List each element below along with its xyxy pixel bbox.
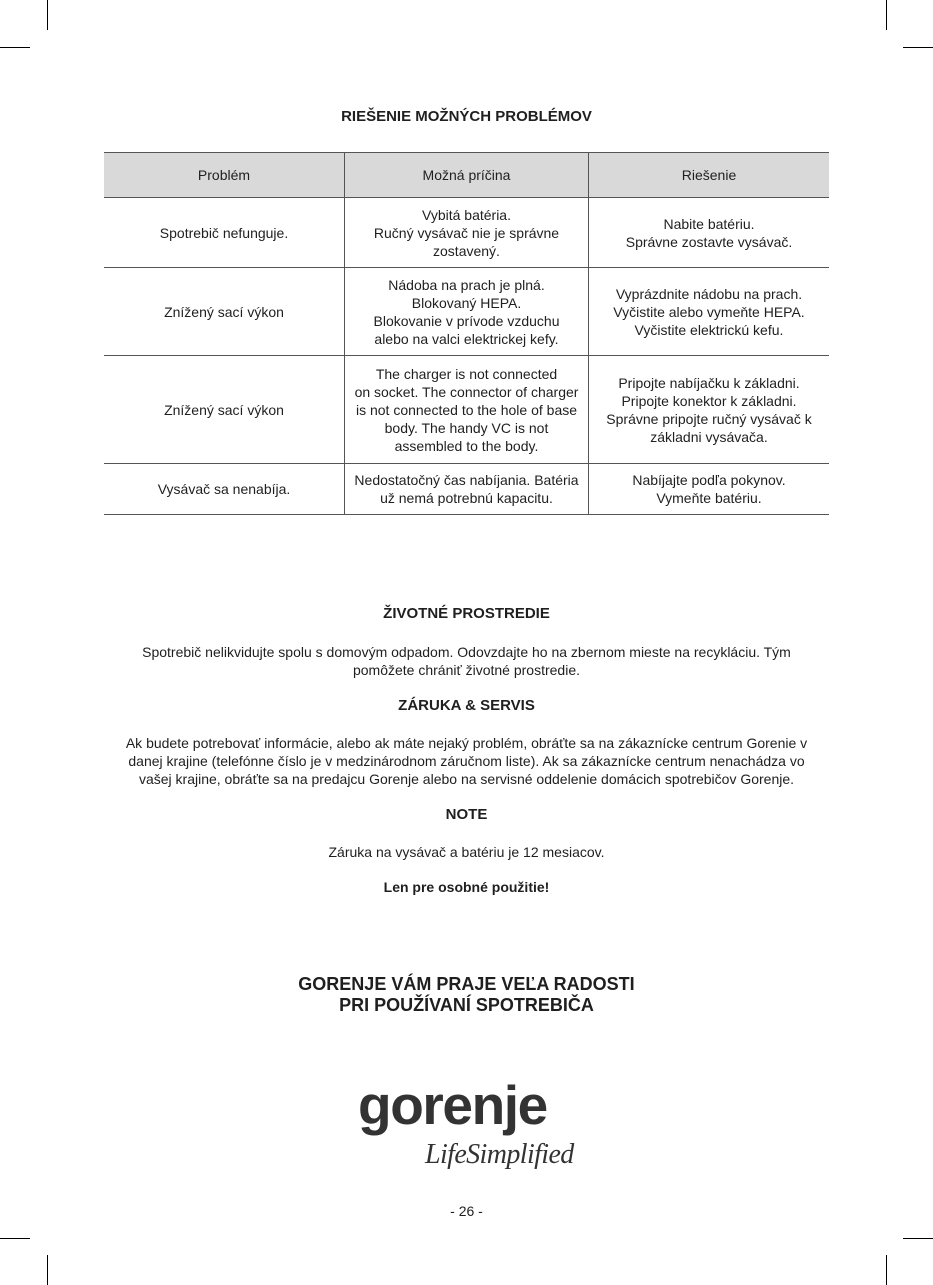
gorenje-logo-wordmark: gorenje (358, 1074, 547, 1136)
table-cell-problem: Vysávač sa nenabíja. (104, 464, 344, 515)
crop-mark-top-right-vertical (886, 0, 887, 30)
table-cell-cause: Nádoba na prach je plná. Blokovaný HEPA. Blokovanie v prívode vzduchu alebo na valci elektrickej kefy. (344, 268, 588, 356)
troubleshooting-table (104, 152, 829, 515)
table-cell-cause: Vybitá batéria. Ručný vysávač nie je správne zostavený. (344, 198, 588, 268)
page-number: - 26 - (450, 1203, 483, 1219)
warranty-text: Ak budete potrebovať informácie, alebo ak máte nejaký problém, obráťte sa na zákaznícke centrum Gorenie v danej krajine (telefónne číslo je v medzinárodnom záručnom liste). Ak sa zákaznícke centrum nenachádza vo vašej krajine, obráťte sa na predajcu Gorenje alebo na servisné oddelenie domácich spotrebičov Gorenje. (125, 735, 808, 787)
table-header-problem: Problém (104, 152, 344, 198)
table-header-solution: Riešenie (588, 152, 829, 198)
warranty-heading: ZÁRUKA & SERVIS (398, 697, 535, 714)
troubleshooting-title: RIEŠENIE MOŽNÝCH PROBLÉMOV (341, 108, 592, 125)
personal-use-notice: Len pre osobné použitie! (383, 879, 550, 895)
crop-mark-top-left-vertical (47, 0, 48, 30)
crop-mark-bottom-left-vertical (47, 1255, 48, 1285)
table-cell-problem: Znížený sací výkon (104, 268, 344, 356)
table-cell-solution: Nabíjajte podľa pokynov. Vymeňte batériu. (588, 464, 829, 515)
note-text: Záruka na vysávač a batériu je 12 mesiacov. (328, 844, 605, 860)
crop-mark-bottom-right-vertical (886, 1255, 887, 1285)
environment-heading: ŽIVOTNÉ PROSTREDIE (383, 605, 550, 622)
table-header-cause: Možná príčina (344, 152, 588, 198)
table-cell-solution: Vyprázdnite nádobu na prach. Vyčistite alebo vymeňte HEPA. Vyčistite elektrickú kefu. (588, 268, 829, 356)
crop-mark-bottom-left-horizontal (0, 1238, 30, 1239)
table-cell-problem: Znížený sací výkon (104, 356, 344, 464)
note-heading: NOTE (445, 806, 488, 823)
crop-mark-top-right-horizontal (903, 47, 933, 48)
table-cell-problem: Spotrebič nefunguje. (104, 198, 344, 268)
table-cell-cause: Nedostatočný čas nabíjania. Batéria už nemá potrebnú kapacitu. (344, 464, 588, 515)
closing-line-2: PRI POUŽÍVANÍ SPOTREBIČA (339, 995, 594, 1015)
table-cell-cause: The charger is not connected on socket. The connector of charger is not connected to the hole of base body. The handy VC is not assembled to the body. (344, 356, 588, 464)
table-cell-solution: Nabite batériu. Správne zostavte vysávač. (588, 198, 829, 268)
closing-line-1: GORENJE VÁM PRAJE VEĽA RADOSTI (298, 974, 635, 994)
crop-mark-bottom-right-horizontal (903, 1238, 933, 1239)
crop-mark-top-left-horizontal (0, 47, 30, 48)
gorenje-logo-slogan: LifeSimplified (425, 1139, 574, 1170)
environment-text: Spotrebič nelikvidujte spolu s domovým odpadom. Odovzdajte ho na zbernom mieste na recykláciu. Tým pomôžete chrániť životné prostredie. (142, 644, 791, 678)
table-cell-solution: Pripojte nabíjačku k základni. Pripojte konektor k základni. Správne pripojte ručný vysávač k základni vysávača. (588, 356, 829, 464)
